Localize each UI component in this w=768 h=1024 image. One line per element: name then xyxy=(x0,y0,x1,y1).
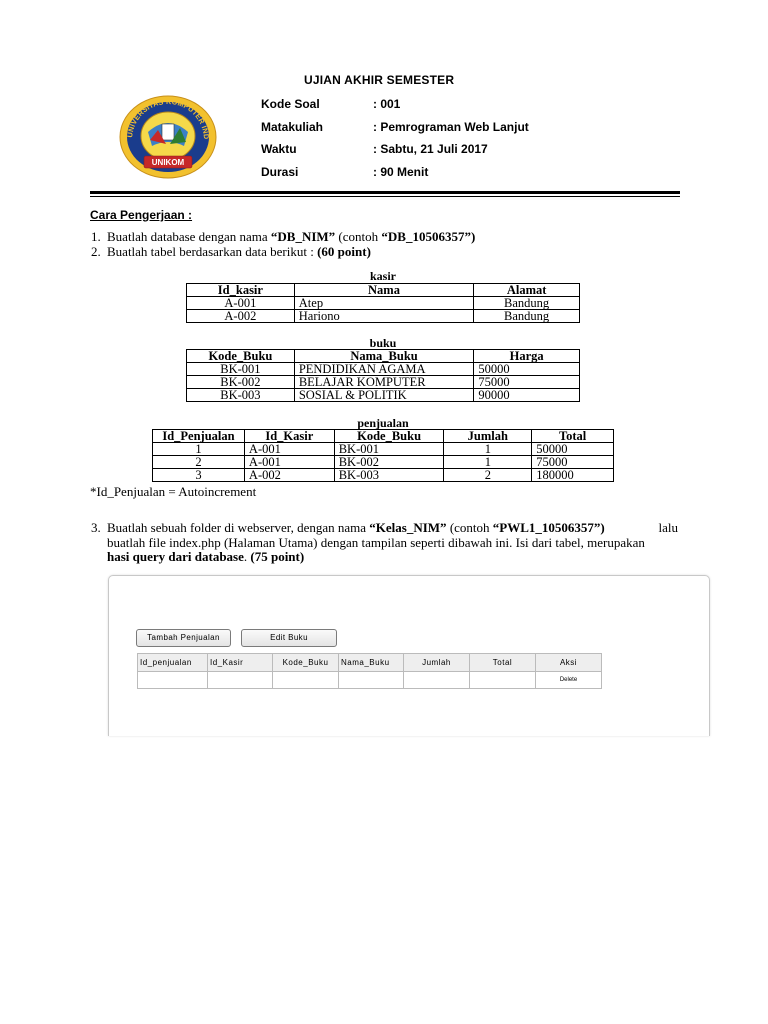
header-value: : Sabtu, 21 Juli 2017 xyxy=(373,142,488,156)
header-label: Durasi xyxy=(261,165,299,179)
column-header: Nama_Buku xyxy=(339,654,404,672)
table-header-row xyxy=(187,350,580,363)
table-row: 1 A-001 BK-001 1 50000 xyxy=(153,443,614,456)
table-row: 2 A-001 BK-002 1 75000 xyxy=(153,456,614,469)
table-row: BK-003 SOSIAL & POLITIK 90000 xyxy=(187,389,580,402)
header-value: : Pemrograman Web Lanjut xyxy=(373,120,529,134)
column-header: Nama xyxy=(294,284,473,297)
column-header: Total xyxy=(470,654,536,672)
column-header: Id_penjualan xyxy=(138,654,208,672)
column-header: Kode_Buku xyxy=(187,350,295,363)
header-label: Kode Soal xyxy=(261,97,320,111)
table-header-row xyxy=(153,430,614,443)
step-3-line-2: buatlah file index.php (Halaman Utama) dengan tampilan seperti dibawah ini. Isi dari tabel, merupakan xyxy=(107,535,645,550)
header-value: : 90 Menit xyxy=(373,165,429,179)
edit-buku-button[interactable]: Edit Buku xyxy=(241,629,337,647)
header-divider-thick xyxy=(90,191,680,194)
table-caption-kasir: kasir xyxy=(369,269,396,283)
logo-banner-text: UNIKOM xyxy=(151,158,185,167)
column-header: Alamat xyxy=(474,284,580,297)
kasir-table xyxy=(186,283,580,323)
table-row: A-001 Atep Bandung xyxy=(187,297,580,310)
column-header: Kode_Buku xyxy=(334,430,444,443)
header-label: Matakuliah xyxy=(261,120,324,134)
table-row: A-002 Hariono Bandung xyxy=(187,310,580,323)
table-header-row xyxy=(187,284,580,297)
column-header: Jumlah xyxy=(404,654,470,672)
header-label: Waktu xyxy=(261,142,297,156)
penjualan-table xyxy=(152,429,614,482)
table-caption-buku: buku xyxy=(369,336,397,350)
table-row: BK-002 BELAJAR KOMPUTER 75000 xyxy=(187,376,580,389)
column-header: Total xyxy=(532,430,614,443)
column-header: Id_Penjualan xyxy=(153,430,245,443)
column-header: Id_Kasir xyxy=(208,654,273,672)
table-header-row xyxy=(138,654,602,672)
penjualan-mockup-table xyxy=(137,653,602,689)
buku-table xyxy=(186,349,580,402)
column-header: Nama_Buku xyxy=(294,350,474,363)
autoincrement-note: *Id_Penjualan = Autoincrement xyxy=(90,484,257,499)
logo-ring-text: UNIVERSITAS KOMPUTER IND xyxy=(125,96,212,140)
table-row: BK-001 PENDIDIKAN AGAMA 50000 xyxy=(187,363,580,376)
table-row xyxy=(138,672,602,689)
column-header: Id_Kasir xyxy=(244,430,334,443)
unikom-logo xyxy=(118,94,218,180)
table-row: 3 A-002 BK-003 2 180000 xyxy=(153,469,614,482)
delete-link[interactable]: Delete xyxy=(536,672,602,689)
header-value: : 001 xyxy=(373,97,401,111)
column-header: Kode_Buku xyxy=(273,654,339,672)
column-header: Id_kasir xyxy=(187,284,295,297)
column-header: Aksi xyxy=(536,654,602,672)
column-header: Harga xyxy=(474,350,580,363)
column-header: Jumlah xyxy=(444,430,532,443)
header-divider-thin xyxy=(90,196,680,197)
exam-title: UJIAN AKHIR SEMESTER xyxy=(304,73,455,87)
steps-heading: Cara Pengerjaan : xyxy=(90,208,193,222)
tambah-penjualan-button[interactable]: Tambah Penjualan xyxy=(136,629,231,647)
step-3-line-3: hasi query dari database. (75 point) xyxy=(107,549,305,564)
table-caption-penjualan: penjualan xyxy=(357,416,409,430)
